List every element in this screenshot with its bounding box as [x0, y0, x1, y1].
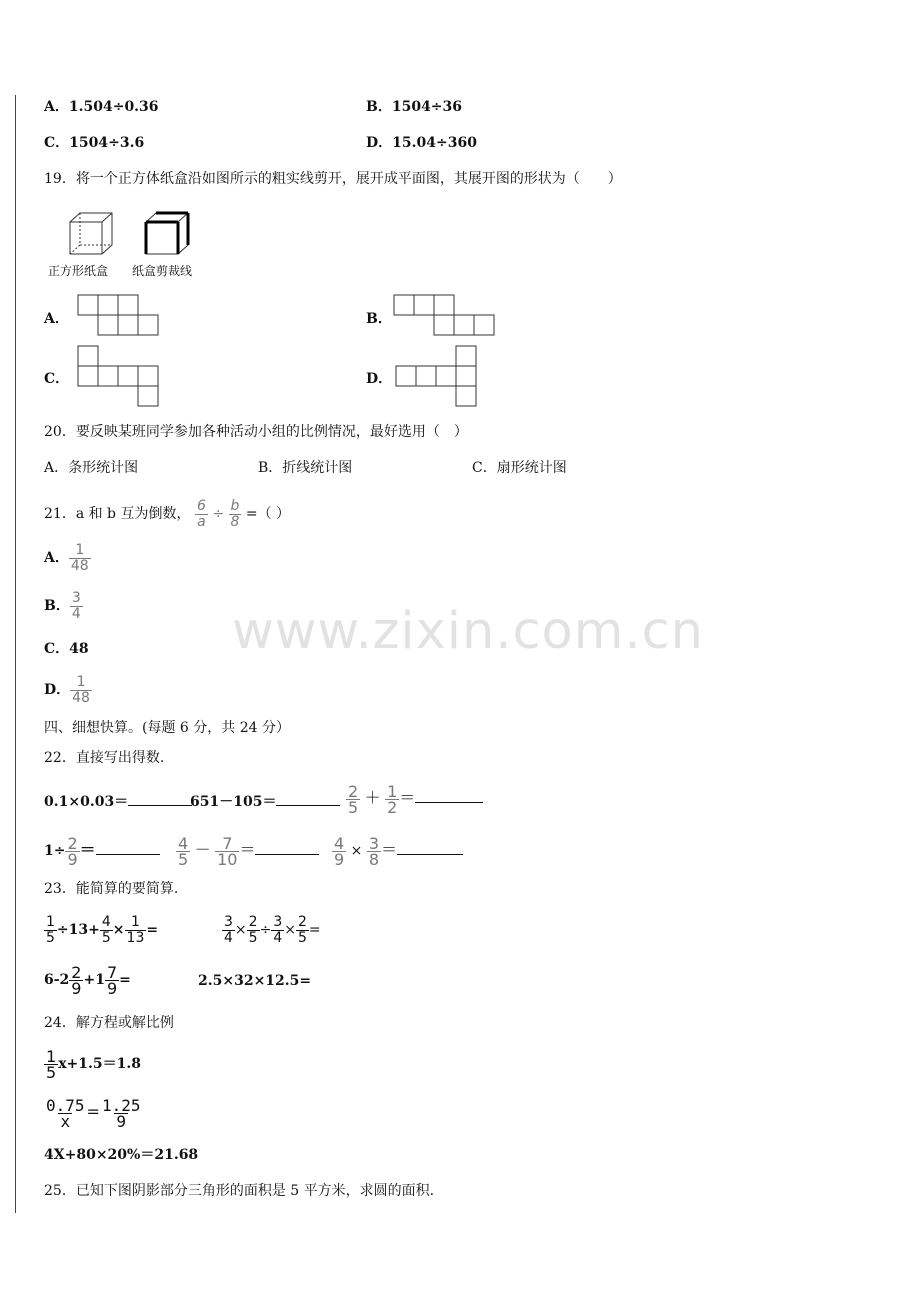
q24-eq-2: $\frac{0.75}{x}$ = $\frac{1.25}{9}$	[46, 1095, 141, 1131]
q20-option-a: A．条形统计图	[44, 460, 139, 476]
q22-expr-6: $\frac{4}{9}$ × $\frac{3}{8}$ ＝	[332, 830, 463, 871]
q24-stem: 24．解方程或解比例	[44, 1015, 174, 1031]
net-figure-a	[78, 295, 160, 337]
q22-expr-5: $\frac{4}{5}$ － $\frac{7}{10}$ ＝	[176, 830, 319, 871]
q22-stem: 22．直接写出得数.	[44, 750, 165, 766]
q19-stem: 19．将一个正方体纸盒沿如图所示的粗实线剪开，展开成平面图，其展开图的形状为（ ）	[44, 171, 622, 187]
net-figure-d	[396, 346, 478, 408]
q18-option-c: C．1504÷3.6	[44, 135, 145, 151]
q22-expr-3: $\frac{2}{5}$ ＋ $\frac{1}{2}$ ＝	[346, 780, 483, 817]
q24-eq-1: $\frac{1}{5}$ x+1.5＝1.8	[46, 1046, 141, 1082]
q22-expr-2: 651－105＝	[190, 791, 340, 811]
q24-eq-3: 4X+80×20%＝21.68	[44, 1147, 199, 1163]
q23-expr-d: 2.5×32×12.5=	[198, 973, 312, 989]
watermark: www.zixin.com.cn	[232, 602, 704, 661]
q19-option-a: A．	[44, 311, 69, 327]
net-figure-b	[394, 295, 496, 337]
q18-option-b: B．1504÷36	[366, 99, 463, 115]
q19-option-b: B．	[366, 311, 392, 327]
caption-cube: 正方形纸盒	[48, 264, 109, 278]
q21-option-a: A． $\frac{1}{48}$	[44, 541, 89, 574]
section-4-title: 四、细想快算。(每题 6 分，共 24 分）	[44, 720, 290, 736]
q18-option-a: A．1.504÷0.36	[44, 99, 159, 115]
q23-expr-c: 6-2 $\frac{2}{9}$ +1 $\frac{7}{9}$ =	[44, 962, 131, 998]
q21-option-d: D． $\frac{1}{48}$	[44, 673, 90, 706]
q20-stem: 20．要反映某班同学参加各种活动小组的比例情况，最好选用（ ）	[44, 424, 468, 440]
cube-cut-figure	[144, 210, 194, 256]
q21-option-c: C．48	[44, 641, 89, 657]
q23-expr-a: $\frac{1}{5}$ ÷13+ $\frac{4}{5}$ × $\frac{1}{13}$ =	[46, 913, 159, 946]
q19-option-d: D．	[366, 371, 393, 387]
q20-option-b: B．折线统计图	[258, 460, 353, 476]
q21-option-b: B． $\frac{3}{4}$	[44, 589, 81, 622]
q25-stem: 25．已知下图阴影部分三角形的面积是 5 平方米，求圆的面积.	[44, 1183, 435, 1199]
caption-cut: 纸盒剪裁线	[132, 264, 193, 278]
q21-stem: 21．a 和 b 互为倒数， $\frac{6}{a}$ ÷ $\frac{b}{8}$ =（ ）	[44, 497, 291, 530]
q23-expr-b: $\frac{3}{4}$ × $\frac{2}{5}$ ÷ $\frac{3}{4}$ × $\frac{2}{5}$ =	[224, 913, 321, 946]
margin-line	[15, 95, 16, 1213]
q22-expr-4: 1÷ $\frac{2}{9}$ ＝	[44, 830, 160, 871]
q18-option-d: D．15.04÷360	[366, 135, 477, 151]
q22-expr-1: 0.1×0.03＝	[44, 791, 192, 811]
q23-stem: 23．能简算的要简算.	[44, 881, 179, 897]
cube-dashed-figure	[68, 210, 118, 256]
q19-option-c: C．	[44, 371, 70, 387]
net-figure-c	[78, 346, 160, 408]
q20-option-c: C．扇形统计图	[472, 460, 567, 476]
